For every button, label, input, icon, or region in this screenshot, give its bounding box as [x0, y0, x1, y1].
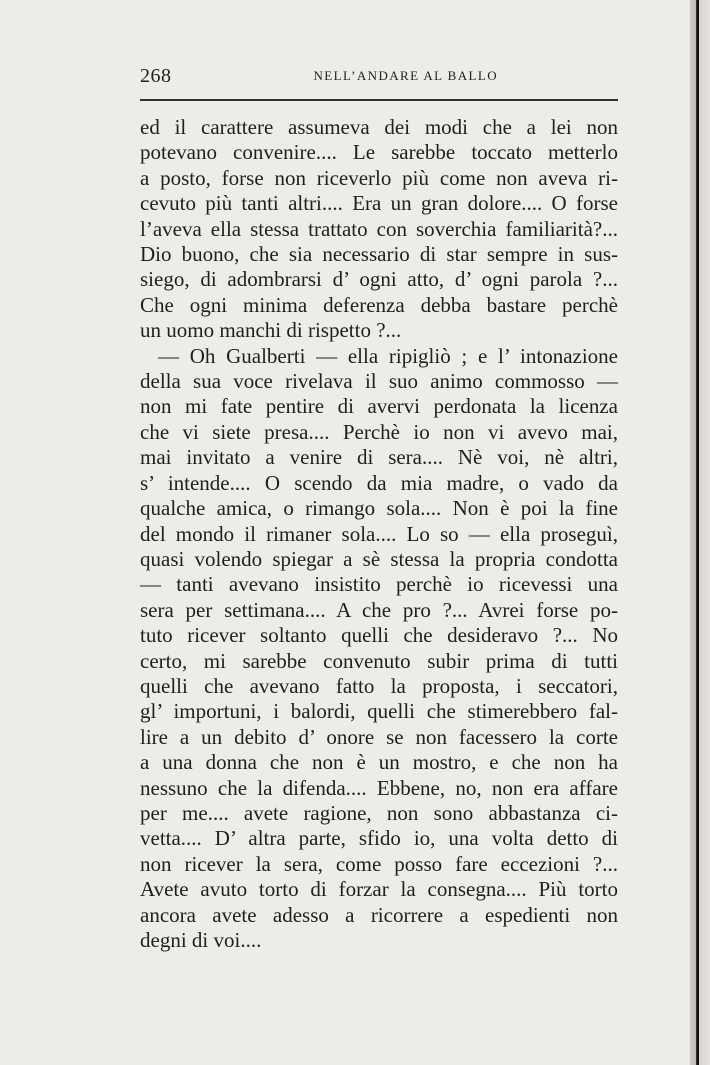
text-line: non ricever la sera, come posso fare eccezioni ?...	[140, 851, 618, 876]
text-line: qualche amica, o rimango sola.... Non è poi la fine	[140, 496, 618, 521]
body-text	[140, 115, 618, 953]
text-line: ed il carattere assumeva dei modi che a lei non	[140, 115, 618, 139]
text-line: l’aveva ella stessa trattato con soverchia familiarità?...	[140, 216, 618, 241]
text-line: ancora avete adesso a ricorrere a espedienti non	[140, 902, 618, 927]
text-line: — Oh Gualberti — ella ripigliò ; e l’ intonazione	[158, 343, 618, 368]
text-line: Che ogni minima deferenza debba bastare perchè	[140, 292, 618, 317]
text-line: s’ intende.... O scendo da mia madre, o vado da	[140, 470, 618, 495]
page-edge-scan-border	[690, 0, 710, 1065]
text-line: un uomo manchi di rispetto ?...	[140, 318, 402, 343]
text-line: non mi fate pentire di avervi perdonata la licenza	[140, 394, 618, 419]
text-line: Avete avuto torto di forzar la consegna.... Più torto	[140, 877, 618, 902]
text-line: nessuno che la difenda.... Ebbene, no, non era affare	[140, 775, 618, 800]
text-line: — tanti avevano insistito perchè io ricevessi una	[140, 572, 618, 597]
page-header	[140, 62, 618, 90]
header-rule	[140, 99, 618, 101]
text-line: siego, di adombrarsi d’ ogni atto, d’ ogni parola ?...	[140, 267, 618, 292]
text-line: lire a un debito d’ onore se non facessero la corte	[140, 724, 618, 749]
text-line: quelli che avevano fatto la proposta, i seccatori,	[140, 673, 618, 698]
page-number: 268	[140, 64, 172, 87]
text-line: Dio buono, che sia necessario di star sempre in sus-	[140, 242, 618, 267]
text-line: tuto ricever soltanto quelli che desideravo ?... No	[140, 623, 618, 648]
text-line: a posto, forse non riceverlo più come non aveva ri-	[140, 165, 618, 190]
text-line: mai invitato a venire di sera.... Nè voi, nè altri,	[140, 445, 618, 470]
text-line: sera per settimana.... A che pro ?... Avrei forse po-	[140, 597, 618, 622]
text-line: per me.... avete ragione, non sono abbastanza ci-	[140, 800, 618, 825]
text-line: cevuto più tanti altri.... Era un gran dolore.... O forse	[140, 191, 618, 216]
text-line: certo, mi sarebbe convenuto subir prima di tutti	[140, 648, 618, 673]
text-line: che vi siete presa.... Perchè io non vi avevo mai,	[140, 419, 618, 444]
text-line: a una donna che non è un mostro, e che non ha	[140, 750, 618, 775]
text-line: della sua voce rivelava il suo animo commosso —	[140, 369, 618, 394]
text-line: degni di voi....	[140, 928, 262, 952]
text-line: del mondo il rimaner sola.... Lo so — ella proseguì,	[140, 521, 618, 546]
text-line: potevano convenire.... Le sarebbe toccato metterlo	[140, 140, 618, 165]
text-line: vetta.... D’ altra parte, sfido io, una volta detto di	[140, 826, 618, 851]
text-line: quasi volendo spiegar a sè stessa la propria condotta	[140, 546, 618, 571]
text-line: gl’ importuni, i balordi, quelli che stimerebbero fal-	[140, 699, 618, 724]
running-title: NELL’ANDARE AL BALLO	[313, 68, 498, 83]
